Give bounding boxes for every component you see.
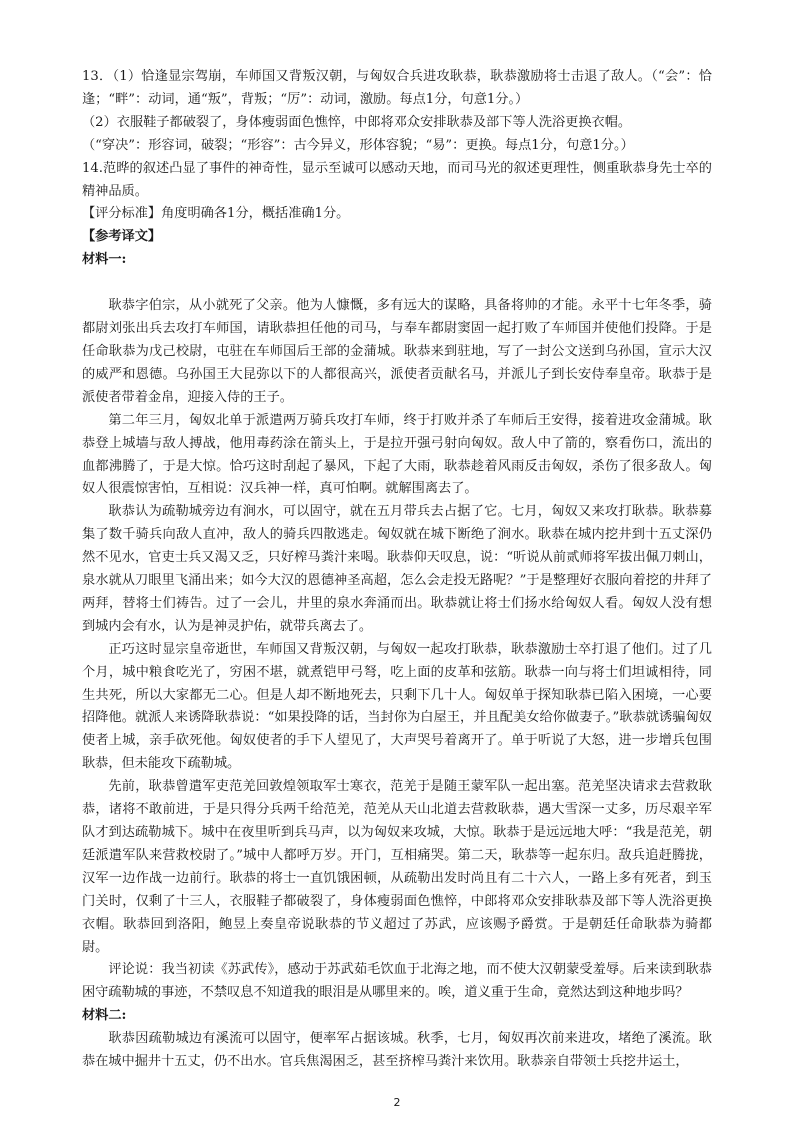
answer-14: 14.范晔的叙述凸显了事件的神奇性，显示至诚可以感动天地，而司马光的叙述更理性，侧重耿恭身先士卒的精神品质。 — [82, 160, 712, 199]
scoring-criteria: 【评分标准】角度明确各1分，概括准确1分。 — [82, 206, 350, 222]
material1-paragraph: 评论说：我当初读《苏武传》，感动于苏武茹毛饮血于北海之地，而不使大汉朝蒙受羞辱。后来读到耿恭困守疏勒城的事迹，不禁叹息不知道我的眼泪是从哪里来的。唉，道义重于生命，竟然达到这种地步吗？ — [82, 962, 712, 1001]
answer-13-2: （2）衣服鞋子都破裂了，身体瘦弱面色憔悴，中郎将邓众安排耿恭及部下等人洗浴更换衣帽。 — [82, 114, 632, 130]
translation-heading: 【参考译文】 — [82, 229, 162, 245]
material1-heading: 材料一: — [82, 252, 127, 268]
answer-13-1: 13．（1）恰逢显宗驾崩，车师国又背叛汉朝，与匈奴合兵进攻耿恭，耿恭激励将士击退了敌人。（“会”：恰逢；“畔”：动词，通“叛”，背叛；“厉”：动词，激励。每点1分，句意1分。） — [82, 69, 712, 107]
material2-heading: 材料二: — [82, 1008, 127, 1024]
answer-13-2-note: （“穿决”：形容词，破裂；“形容”：古今异义，形体容貌；“易”：更换。每点1分，句意1分。） — [82, 137, 634, 153]
material1-paragraph: 耿恭字伯宗，从小就死了父亲。他为人慷慨，多有远大的谋略，具备将帅的才能。永平十七年冬季，骑都尉刘张出兵去攻打车师国，请耿恭担任他的司马，与奉车都尉窦固一起打败了车师国并使他们投降。于是任命耿恭为戊己校尉，屯驻在车师国后王部的金蒲城。耿恭来到驻地，写了一封公文送到乌孙国，宣示大汉的威严和恩德。乌孙国王大昆弥以下的人都很高兴，派使者贡献名马，并派儿子到长安侍奉皇帝。耿恭于是派使者带着金帛，迎接入侍的王子。 — [82, 298, 712, 405]
material1-paragraph: 先前，耿恭曾遣军吏范羌回敦煌领取军士寒衣，范羌于是随王蒙军队一起出塞。范羌坚决请求去营救耿恭，诸将不敢前进，于是只得分兵两千给范羌，范羌从天山北道去营救耿恭，遇大雪深一丈多，历尽艰辛军队才到达疏勒城下。城中在夜里听到兵马声，以为匈奴来攻城，大惊。耿恭于是远远地大呼：“我是范羌，朝廷派遣军队来营救校尉了。”城中人都呼万岁。开门，互相痛哭。第二天，耿恭等一起东归。敌兵追赶腾拢，汉军一边作战一边前行。耿恭的将士一直饥饿困顿，从疏勒出发时尚且有二十六人，一路上多有死者，到玉门关时，仅剩了十三人，衣服鞋子都破裂了，身体瘦弱面色憔悴，中郎将邓众安排耿恭及部下等人洗浴更换衣帽。耿恭回到洛阳，鲍昱上奏皇帝说耿恭的节义超过了苏武，应该赐予爵赏。于是朝廷任命耿恭为骑都尉。 — [82, 779, 712, 955]
material2-paragraph: 耿恭因疏勒城边有溪流可以固守，便率军占据该城。秋季，七月，匈奴再次前来进攻，堵绝了溪流。耿恭在城中掘井十五丈，仍不出水。官兵焦渴困乏，甚至挤榨马粪汁来饮用。耿恭亲自带领士兵挖井运土， — [82, 1031, 712, 1070]
spacer — [82, 272, 712, 295]
material1-paragraph: 耿恭认为疏勒城旁边有涧水，可以固守，就在五月带兵去占据了它。七月，匈奴又来攻打耿恭。耿恭募集了数千骑兵向敌人直冲，敌人的骑兵四散逃走。匈奴就在城下断绝了涧水。耿恭在城内挖井到十五丈深仍然不见水，官吏士兵又渴又乏，只好榨马粪汁来喝。耿恭仰天叹息，说：“听说从前贰师将军拔出佩刀刺山，泉水就从刀眼里飞涌出来；如今大汉的恩德神圣高超，怎么会走投无路呢？”于是整理好衣服向着挖的井拜了两拜，替将士们祷告。过了一会儿，井里的泉水奔涌而出。耿恭就让将士们扬水给匈奴人看。匈奴人没有想到城内会有水，认为是神灵护佑，就带兵离去了。 — [82, 504, 712, 634]
material1-paragraph: 第二年三月，匈奴北单于派遣两万骑兵攻打车师，终于打败并杀了车师后王安得，接着进攻金蒲城。耿恭登上城墙与敌人搏战，他用毒药涂在箭头上，于是拉开强弓射向匈奴。敌人中了箭的，察看伤口，流出的血都沸腾了，于是大惊。恰巧这时刮起了暴风，下起了大雨，耿恭趁着风雨反击匈奴，杀伤了很多敌人。匈奴人很震惊害怕，互相说：汉兵神一样，真可怕啊。就解围离去了。 — [82, 412, 712, 497]
document-page — [82, 66, 712, 1074]
page-number: 2 — [393, 1096, 401, 1109]
material1-paragraph: 正巧这时显宗皇帝逝世，车师国又背叛汉朝，与匈奴一起攻打耿恭，耿恭激励士卒打退了他们。过了几个月，城中粮食吃光了，穷困不堪，就煮铠甲弓弩，吃上面的皮革和弦筋。耿恭一向与将士们坦诚相待，同生共死，所以大家都无二心。但是人却不断地死去，只剩下几十人。匈奴单于探知耿恭已陷入困境，一心要招降他。就派人来诱降耿恭说：“如果投降的话，当封你为白屋王，并且配美女给你做妻子。”耿恭就诱骗匈奴使者上城，亲手砍死他。匈奴使者的手下人望见了，大声哭号着离开了。单于听说了大怒，进一步增兵包围耿恭，但未能攻下疏勒城。 — [82, 641, 712, 772]
